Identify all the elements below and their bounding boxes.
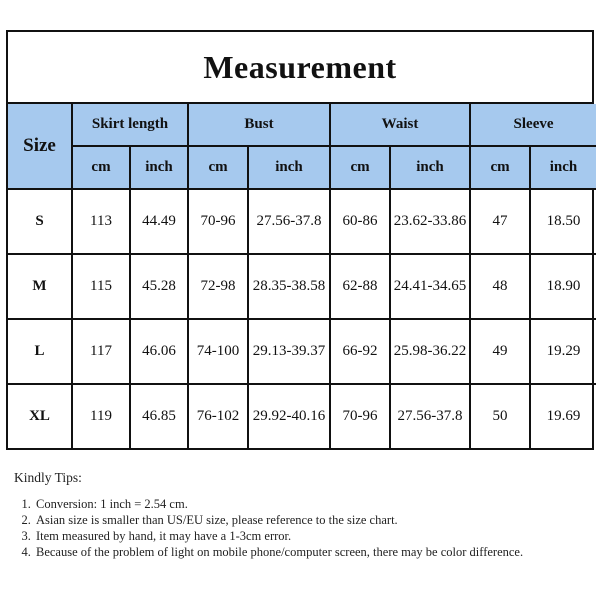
table-cell: 46.85 — [130, 384, 188, 448]
size-cell: L — [8, 319, 72, 384]
unit-header: inch — [130, 146, 188, 189]
size-cell: M — [8, 254, 72, 319]
group-header-sleeve: Sleeve — [470, 104, 596, 146]
table-row — [8, 189, 596, 254]
table-cell: 70-96 — [330, 384, 390, 448]
table-cell: 76-102 — [188, 384, 248, 448]
table-cell: 18.50 — [530, 189, 596, 254]
tips-list — [14, 496, 584, 560]
header-row-groups — [8, 104, 596, 146]
table-cell: 29.92-40.16 — [248, 384, 330, 448]
table-cell: 27.56-37.8 — [390, 384, 470, 448]
tip-item: 2. Asian size is smaller than US/EU size, please reference to the size chart. — [34, 512, 584, 528]
table-cell: 19.29 — [530, 319, 596, 384]
table-cell: 24.41-34.65 — [390, 254, 470, 319]
size-table — [8, 104, 596, 448]
header-row-units — [8, 146, 596, 189]
size-cell: S — [8, 189, 72, 254]
table-cell: 46.06 — [130, 319, 188, 384]
table-cell: 117 — [72, 319, 130, 384]
tips-title: Kindly Tips: — [14, 470, 82, 485]
group-header-waist: Waist — [330, 104, 470, 146]
chart-title: Measurement — [203, 48, 397, 85]
table-cell: 44.49 — [130, 189, 188, 254]
table-cell: 62-88 — [330, 254, 390, 319]
tip-item: 1. Conversion: 1 inch = 2.54 cm. — [34, 496, 584, 512]
tip-item: 3. Item measured by hand, it may have a 1-3cm error. — [34, 528, 584, 544]
table-cell: 60-86 — [330, 189, 390, 254]
table-cell: 18.90 — [530, 254, 596, 319]
table-cell: 119 — [72, 384, 130, 448]
table-cell: 50 — [470, 384, 530, 448]
table-row — [8, 254, 596, 319]
unit-header: inch — [530, 146, 596, 189]
table-cell: 49 — [470, 319, 530, 384]
group-header-skirt-length: Skirt length — [72, 104, 188, 146]
unit-header: inch — [390, 146, 470, 189]
table-row — [8, 319, 596, 384]
group-header-bust: Bust — [188, 104, 330, 146]
size-header: Size — [8, 104, 72, 189]
unit-header: inch — [248, 146, 330, 189]
tips-section — [14, 470, 584, 560]
tip-item: 4. Because of the problem of light on mobile phone/computer screen, there may be color difference. — [34, 544, 584, 560]
table-cell: 29.13-39.37 — [248, 319, 330, 384]
table-cell: 27.56-37.8 — [248, 189, 330, 254]
table-row — [8, 384, 596, 448]
unit-header: cm — [188, 146, 248, 189]
unit-header: cm — [72, 146, 130, 189]
table-cell: 19.69 — [530, 384, 596, 448]
table-cell: 25.98-36.22 — [390, 319, 470, 384]
size-chart — [6, 30, 594, 450]
title-row — [8, 32, 592, 104]
table-cell: 72-98 — [188, 254, 248, 319]
table-cell: 23.62-33.86 — [390, 189, 470, 254]
table-cell: 66-92 — [330, 319, 390, 384]
table-cell: 47 — [470, 189, 530, 254]
unit-header: cm — [330, 146, 390, 189]
table-cell: 70-96 — [188, 189, 248, 254]
size-cell: XL — [8, 384, 72, 448]
table-cell: 48 — [470, 254, 530, 319]
table-cell: 115 — [72, 254, 130, 319]
table-cell: 45.28 — [130, 254, 188, 319]
table-cell: 74-100 — [188, 319, 248, 384]
table-cell: 28.35-38.58 — [248, 254, 330, 319]
table-cell: 113 — [72, 189, 130, 254]
unit-header: cm — [470, 146, 530, 189]
